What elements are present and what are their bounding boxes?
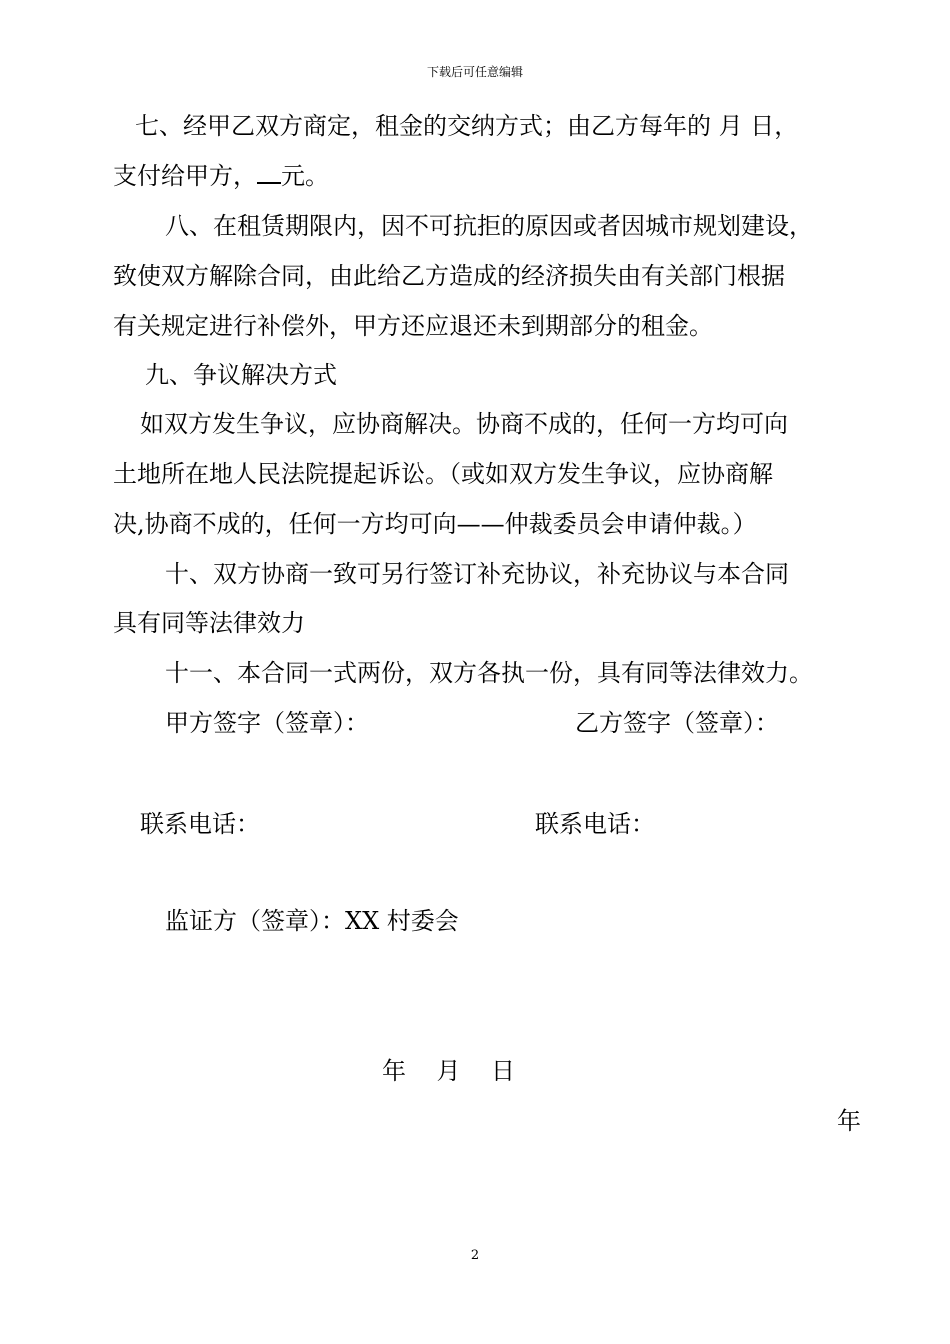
witness-signature-label: 监证方（签章）：XX 村委会 [165,907,459,935]
clause9-title: 九、争议解决方式 [145,361,337,389]
date-year-right: 年 [837,1107,861,1135]
party-a-phone-label: 联系电话： [140,810,260,838]
clause7-line2 [113,160,329,192]
clause7-line2-post: 元。 [281,162,329,190]
clause9-line2: 土地所在地人民法院提起诉讼。（或如双方发生争议，应协商解 [113,460,773,488]
clause9-line1: 如双方发生争议，应协商解决。协商不成的，任何一方均可向 [140,410,788,438]
clause10-line1: 十、双方协商一致可另行签订补充协议，补充协议与本合同 [165,560,789,588]
clause11-line1: 十一、本合同一式两份，双方各执一份，具有同等法律效力。 [165,659,813,687]
clause7-line2-pre: 支付给甲方， [113,162,257,190]
clause10-line2: 具有同等法律效力 [113,609,305,637]
clause8-line2: 致使双方解除合同，由此给乙方造成的经济损失由有关部门根据 [113,262,785,290]
page-number: 2 [470,1248,480,1263]
clause8-line3: 有关规定进行补偿外，甲方还应退还未到期部分的租金。 [113,312,713,340]
party-b-phone-label: 联系电话： [535,810,655,838]
clause7-line1: 七、经甲乙双方商定，租金的交纳方式；由乙方每年的 月 日， [135,112,799,140]
party-a-signature-label: 甲方签字（签章）： [165,709,369,737]
amount-blank [257,160,281,184]
date-line: 年 月 日 [382,1057,516,1085]
party-b-signature-label: 乙方签字（签章）： [575,709,779,737]
page-header-note: 下载后可任意编辑 [426,65,523,79]
clause9-line3: 决,协商不成的，任何一方均可向——仲裁委员会申请仲裁。） [113,510,757,538]
clause8-line1: 八、在租赁期限内，因不可抗拒的原因或者因城市规划建设， [165,212,813,240]
